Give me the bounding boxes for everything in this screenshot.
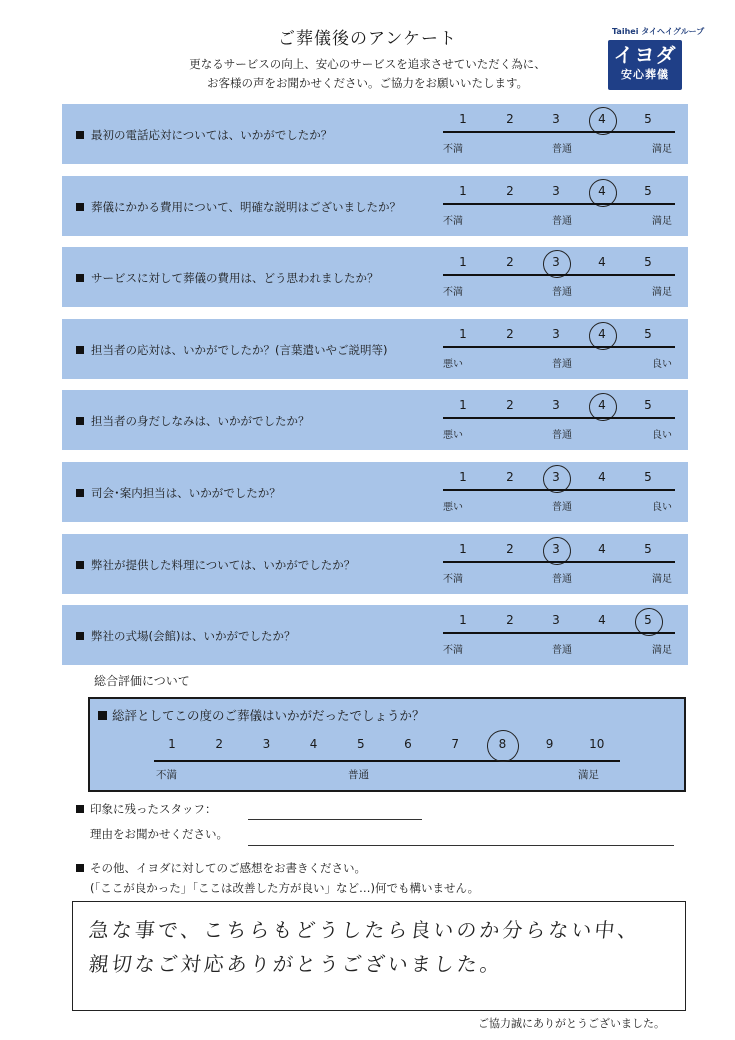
scale-label: 普通 xyxy=(552,502,572,513)
overall-option-9[interactable]: 9 xyxy=(545,737,554,751)
overall-option-5[interactable]: 5 xyxy=(356,737,365,751)
overall-scale-line xyxy=(154,760,620,762)
scale-option-3[interactable]: 3 xyxy=(552,326,560,341)
bullet-square-icon xyxy=(76,203,84,211)
bullet-square-icon xyxy=(76,805,84,813)
scale-option-3[interactable]: 3 xyxy=(552,613,560,628)
question-text xyxy=(76,557,355,573)
scale-option-1[interactable]: 1 xyxy=(459,398,467,413)
scale-label: 良い xyxy=(652,430,672,442)
question-text xyxy=(76,270,379,286)
question-box xyxy=(62,462,688,522)
scale-option-1[interactable]: 1 xyxy=(459,470,467,484)
question-box xyxy=(62,104,688,164)
scale-label: 満足 xyxy=(652,573,672,585)
bullet-square-icon xyxy=(76,346,84,354)
question-text xyxy=(76,199,401,215)
overall-option-10[interactable]: 10 xyxy=(589,737,605,751)
question-label: 担当者の身だしなみは、いかがでしたか？ xyxy=(91,414,310,429)
scale-option-4[interactable]: 4 xyxy=(598,398,606,413)
scale-line xyxy=(443,203,675,205)
scale-option-2[interactable]: 2 xyxy=(506,398,514,413)
brand-name: Taihei タイヘイグループ xyxy=(612,27,705,36)
bullet-square-icon xyxy=(76,561,84,569)
scale-label: 不満 xyxy=(443,144,463,155)
overall-option-8[interactable]: 8 xyxy=(498,737,507,751)
bullet-square-icon xyxy=(98,711,107,720)
staff-name-line[interactable] xyxy=(248,819,422,820)
scale-line xyxy=(443,274,675,276)
intro-line-1: 更なるサービスの向上、安心のサービスを追求させていただく為に、 xyxy=(189,57,546,71)
scale-option-4[interactable]: 4 xyxy=(598,255,606,270)
scale-option-2[interactable]: 2 xyxy=(506,112,514,126)
scale-option-1[interactable]: 1 xyxy=(459,183,467,198)
overall-rating-box xyxy=(88,697,686,792)
staff-reason-label: 理由をお聞かせください。 xyxy=(90,827,228,841)
scale-label: 良い xyxy=(652,502,672,513)
handwritten-answer-line-2: 親切なご対応ありがとうございました。 xyxy=(87,952,505,976)
overall-question xyxy=(98,706,425,724)
question-text xyxy=(76,413,310,429)
handwritten-answer-line-1: 急な事で、こちらもどうしたら良いのか分らない中、 xyxy=(87,918,642,942)
question-label: サービスに対して葬儀の費用は、どう思われましたか？ xyxy=(91,271,379,286)
question-box xyxy=(62,319,688,379)
overall-option-7[interactable]: 7 xyxy=(451,737,459,751)
question-text xyxy=(76,628,295,644)
scale-option-1[interactable]: 1 xyxy=(459,613,467,628)
scale-option-2[interactable]: 2 xyxy=(506,613,514,628)
question-box xyxy=(62,176,688,236)
scale-option-1[interactable]: 1 xyxy=(459,112,467,126)
company-logo xyxy=(608,40,682,90)
scale-option-2[interactable]: 2 xyxy=(506,541,514,556)
scale-option-2[interactable]: 2 xyxy=(506,255,514,270)
scale-line xyxy=(443,489,675,491)
scale-option-3[interactable]: 3 xyxy=(552,470,560,484)
scale-option-5[interactable]: 5 xyxy=(644,470,652,484)
scale-option-1[interactable]: 1 xyxy=(459,541,467,556)
scale-label: 普通 xyxy=(552,215,572,227)
scale-label: 普通 xyxy=(552,645,572,657)
bullet-square-icon xyxy=(76,274,84,282)
scale-label: 悪い xyxy=(443,358,463,370)
comments-label-text: その他、イヨダに対してのご感想をお書きください。 xyxy=(90,861,366,875)
staff-label xyxy=(76,801,217,817)
scale-label: 普通 xyxy=(552,573,572,585)
question-box xyxy=(62,247,688,307)
bullet-square-icon xyxy=(76,864,84,872)
scale-option-4[interactable]: 4 xyxy=(598,326,606,341)
question-text xyxy=(76,342,387,358)
scale-line xyxy=(443,131,675,133)
scale-option-5[interactable]: 5 xyxy=(644,112,652,126)
scale-option-3[interactable]: 3 xyxy=(552,112,560,126)
scale-option-5[interactable]: 5 xyxy=(644,183,652,198)
scale-option-4[interactable]: 4 xyxy=(598,613,606,628)
overall-option-1[interactable]: 1 xyxy=(168,737,176,751)
scale-label: 良い xyxy=(652,358,672,370)
scale-option-4[interactable]: 4 xyxy=(598,183,606,198)
question-label: 最初の電話応対については、いかがでしたか？ xyxy=(91,128,333,142)
comments-hint: (「ここが良かった」「ここは改善した方が良い」など…)何でも構いません。 xyxy=(90,881,480,895)
scale-option-3[interactable]: 3 xyxy=(552,255,560,270)
scale-option-5[interactable]: 5 xyxy=(644,398,652,413)
question-label: 葬儀にかかる費用について、明確な説明はございましたか？ xyxy=(91,199,402,214)
scale-label: 普通 xyxy=(552,287,572,299)
overall-scale-label: 普通 xyxy=(348,769,369,781)
question-label: 弊社の式場(会館)は、いかがでしたか？ xyxy=(91,629,296,644)
scale-option-3[interactable]: 3 xyxy=(552,398,560,413)
overall-section-label: 総合評価について xyxy=(94,674,190,688)
question-label: 弊社が提供した料理については、いかがでしたか？ xyxy=(91,557,356,572)
thanks-note: ご協力誠にありがとうございました。 xyxy=(478,1017,665,1030)
scale-option-3[interactable]: 3 xyxy=(552,183,560,198)
scale-label: 不満 xyxy=(443,287,463,299)
scale-label: 不満 xyxy=(443,645,463,657)
scale-label: 普通 xyxy=(552,358,572,370)
scale-label: 不満 xyxy=(443,573,463,585)
overall-option-6[interactable]: 6 xyxy=(404,737,412,751)
logo-main-text: イヨダ xyxy=(613,43,677,67)
scale-label: 満足 xyxy=(652,215,672,227)
comments-label xyxy=(76,860,366,876)
question-text xyxy=(76,127,332,143)
scale-option-4[interactable]: 4 xyxy=(598,112,606,126)
scale-option-5[interactable]: 5 xyxy=(644,541,652,556)
scale-label: 満足 xyxy=(652,287,672,299)
scale-label: 普通 xyxy=(552,144,572,155)
scale-option-1[interactable]: 1 xyxy=(459,326,467,341)
question-label: 司会･案内担当は、いかがでしたか？ xyxy=(91,486,281,500)
scale-label: 悪い xyxy=(443,430,463,442)
scale-label: 普通 xyxy=(552,430,572,442)
overall-option-4[interactable]: 4 xyxy=(309,737,318,751)
overall-scale-label: 満足 xyxy=(578,769,599,781)
staff-label-text: 印象に残ったスタッフ： xyxy=(90,802,217,816)
scale-option-2[interactable]: 2 xyxy=(506,470,514,484)
scale-option-1[interactable]: 1 xyxy=(459,255,467,270)
overall-selected-circle-mark xyxy=(486,728,521,763)
question-text xyxy=(76,485,281,501)
scale-option-5[interactable]: 5 xyxy=(644,326,652,341)
scale-label: 不満 xyxy=(443,215,463,227)
bullet-square-icon xyxy=(76,489,84,497)
comments-answer-box[interactable] xyxy=(72,901,686,1011)
scale-label: 悪い xyxy=(443,502,463,513)
staff-reason-line[interactable] xyxy=(248,845,674,846)
overall-question-text: 総評としてこの度のご葬儀はいかがだったでしょうか？ xyxy=(112,708,425,723)
question-box xyxy=(62,605,688,665)
form-title: ご葬儀後のアンケート xyxy=(278,29,457,49)
overall-option-2[interactable]: 2 xyxy=(215,737,223,751)
scale-option-2[interactable]: 2 xyxy=(506,183,514,198)
scale-option-5[interactable]: 5 xyxy=(644,613,652,628)
scale-line xyxy=(443,632,675,634)
scale-line xyxy=(443,417,675,419)
question-label: 担当者の応対は、いかがでしたか？(言葉遣いやご説明等) xyxy=(91,342,388,357)
logo-sub-text: 安心葬儀 xyxy=(621,68,669,81)
scale-option-4[interactable]: 4 xyxy=(598,541,606,556)
scale-option-4[interactable]: 4 xyxy=(598,470,606,484)
question-box xyxy=(62,390,688,450)
bullet-square-icon xyxy=(76,632,84,640)
scale-label: 満足 xyxy=(652,645,672,657)
scale-option-3[interactable]: 3 xyxy=(552,541,560,556)
scale-option-5[interactable]: 5 xyxy=(644,255,652,270)
scale-line xyxy=(443,561,675,563)
question-box xyxy=(62,534,688,594)
intro-line-2: お客様の声をお聞かせください。ご協力をお願いいたします。 xyxy=(206,76,529,90)
scale-line xyxy=(443,346,675,348)
bullet-square-icon xyxy=(76,131,84,139)
scale-option-2[interactable]: 2 xyxy=(506,326,514,341)
overall-scale-label: 不満 xyxy=(156,769,177,781)
bullet-square-icon xyxy=(76,417,84,425)
scale-label: 満足 xyxy=(652,144,672,155)
overall-option-3[interactable]: 3 xyxy=(262,737,271,751)
